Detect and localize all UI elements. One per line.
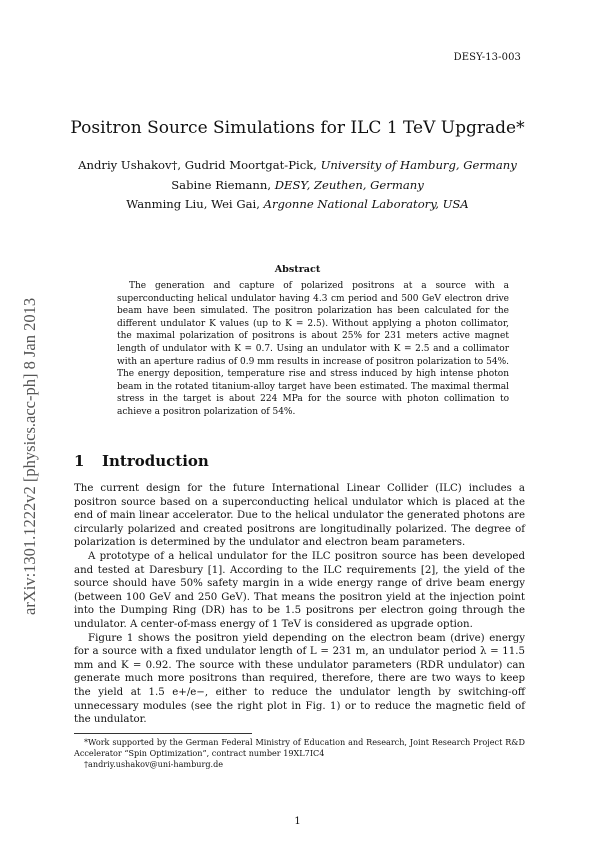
footnotes [74, 737, 525, 770]
authors-desy: Sabine Riemann, [171, 177, 272, 192]
report-number: DESY-13-003 [453, 52, 521, 63]
footnote-rule [74, 733, 252, 734]
affiliation-desy: DESY, Zeuthen, Germany [274, 177, 424, 192]
author-block [0, 156, 595, 215]
footnote-funding: *Work supported by the German Federal Ministry of Education and Research, Joint Research Project R&D Accelerator “Spin Optimization”, contract number 19XL7IC4 [74, 737, 525, 758]
footnote-email: †andriy.ushakov@uni-hamburg.de [84, 759, 224, 769]
authors-argonne: Wanming Liu, Wei Gai, [126, 197, 260, 211]
authors-hamburg: Andriy Ushakov†, Gudrid Moortgat-Pick, [78, 158, 317, 172]
body-text [74, 482, 525, 727]
section-heading [74, 452, 209, 470]
section-title: Introduction [102, 452, 209, 470]
affiliation-argonne: Argonne National Laboratory, USA [263, 197, 469, 211]
author-line-3 [0, 195, 595, 215]
section-number: 1 [74, 452, 85, 470]
affiliation-hamburg: University of Hamburg, Germany [320, 158, 517, 172]
author-line-2 [0, 176, 595, 196]
paragraph: The current design for the future International Linear Collider (ILC) includes a positron source based on a superconducting helical undulator which is placed at the end of main linear accelerator. Due to the helical undulator the generated photons are circularly polarized and created positrons are longitudinally polarized. The degree of polarization is determined by the undulator and electron beam parameters. [74, 483, 525, 549]
paragraph: A prototype of a helical undulator for the ILC positron source has been developed and tested at Daresbury [1]. According to the ILC requirements [2], the yield of the source should have 50% safety margin in a wide energy range of drive beam energy (between 100 GeV and 250 GeV). That means the positron yield at the injection point into the Dumping Ring (DR) has to be 1.5 positrons per electron going through the undulator. A center-of-mass energy of 1 TeV is considered as upgrade option. [74, 550, 525, 630]
paragraph: Figure 1 shows the positron yield depending on the electron beam (drive) energy for a source with a fixed undulator length of L = 231 m, an undulator period λ = 11.5 mm and K = 0.92. The source with these undulator parameters (RDR undulator) can generate much more positrons than required, therefore, there are two ways to keep the yield at 1.5 e+/e−, either to reduce the undulator length by switching-off unnecessary modules (see the right plot in Fig. 1) or to reduce the magnetic field of the undulator. [74, 632, 525, 726]
arxiv-stamp: arXiv:1301.1222v2 [physics.acc-ph] 8 Jan 2013 [20, 297, 39, 615]
page-number: 1 [294, 816, 301, 827]
author-line-1 [0, 156, 595, 176]
abstract-heading: Abstract [274, 264, 321, 275]
abstract-text: The generation and capture of polarized positrons at a source with a superconducting helical undulator having 4.3 cm period and 500 GeV electron drive beam have been simulated. The positron polarization has been calculated for the different undulator K values (up to K = 2.5). Without applying a photon collimator, the maximal polarization of positrons is about 25% for 231 meters active magnet length of undulator with K = 0.7. Using an undulator with K = 2.5 and a collimator with an aperture radius of 0.9 mm results in increase of positron polarization to 54%. The energy deposition, temperature rise and stress induced by high intense photon beam in the rotated titanium-alloy target have been estimated. The maximal thermal stress in the target is about 224 MPa for the source with photon collimation to achieve a positron polarization of 54%. [117, 281, 509, 417]
paper-title: Positron Source Simulations for ILC 1 TeV Upgrade* [70, 118, 525, 138]
